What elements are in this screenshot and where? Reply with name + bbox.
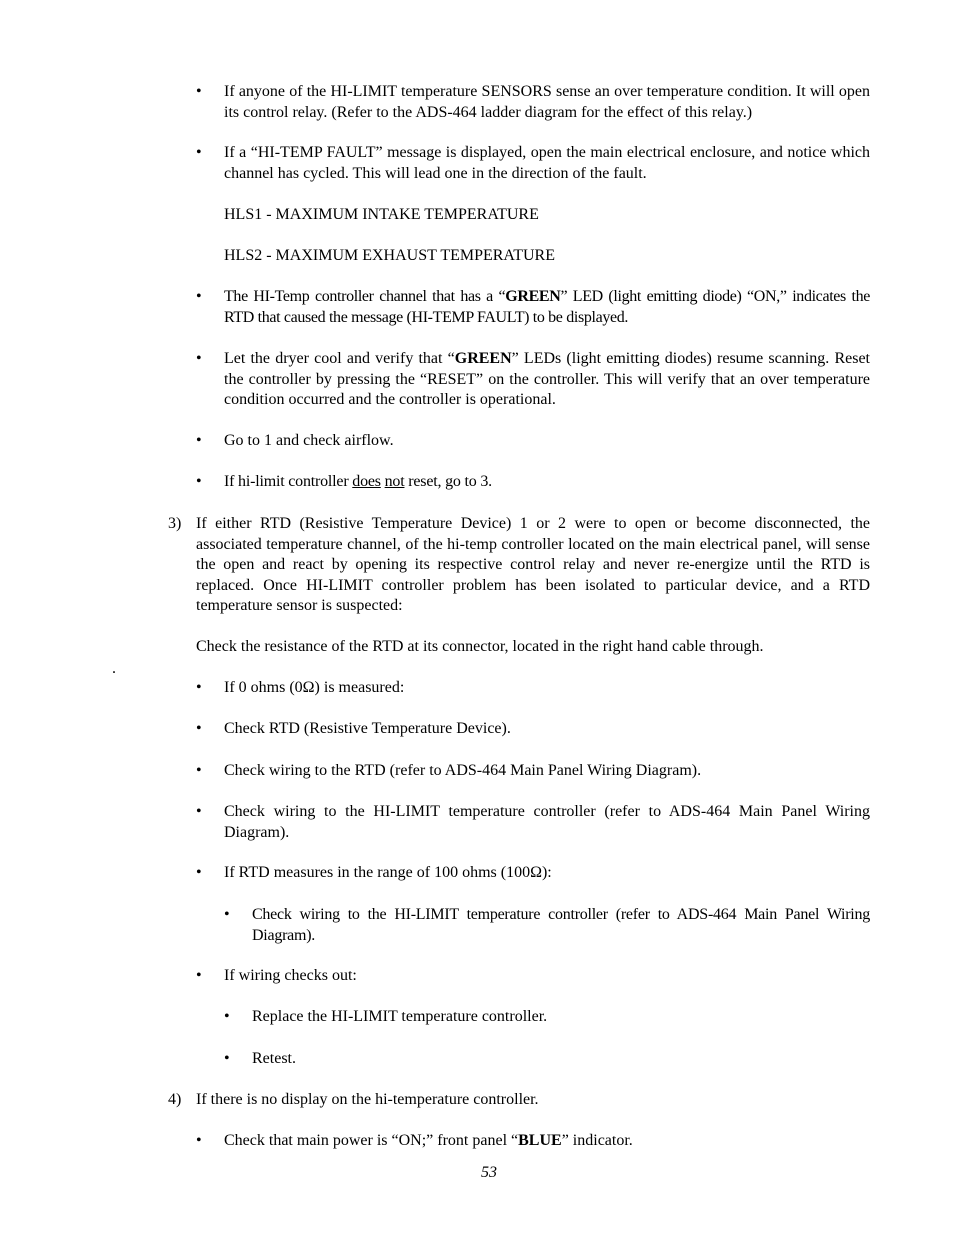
text-run: Go to 1 and check airflow. [224, 432, 394, 449]
paragraph-hi-limit-sensors [224, 82, 870, 123]
bullet-marker: • [196, 288, 202, 305]
bullet-marker: • [196, 720, 202, 737]
text-step-4 [196, 1090, 539, 1111]
bullet-marker: • [196, 762, 202, 779]
paragraph-sub-check-wiring [252, 905, 870, 946]
emphasis-underline: does [352, 473, 381, 490]
text-run: Check wiring to the HI-LIMIT temperature controller (refer to ADS-464 Main Panel Wiring Diagram). [252, 906, 870, 944]
text-run: If there is no display on the hi-temperature controller. [196, 1091, 539, 1108]
text-run: Replace the HI-LIMIT temperature controller. [252, 1008, 548, 1025]
text-hls1 [224, 205, 539, 226]
text-run: If wiring checks out: [224, 967, 357, 984]
emphasis-underline: not [384, 473, 405, 490]
text-run: Let the dryer cool and verify that “ [224, 350, 455, 367]
stray-mark: . [112, 660, 116, 677]
text-run: If hi-limit controller [224, 473, 353, 490]
text-wiring-checks-out [224, 966, 357, 987]
bullet-marker: • [196, 679, 202, 696]
text-run: Check the resistance of the RTD at its connector, located in the right hand cable through. [196, 638, 764, 655]
paragraph-hi-temp-fault [224, 143, 870, 184]
text-run: HLS2 - MAXIMUM EXHAUST TEMPERATURE [224, 247, 555, 264]
bullet-marker: • [196, 864, 202, 881]
emphasis-bold: BLUE [518, 1132, 562, 1149]
bullet-marker: • [224, 906, 230, 923]
emphasis-bold: GREEN [454, 350, 512, 367]
bullet-marker: • [196, 83, 202, 100]
emphasis-bold: GREEN [505, 288, 561, 305]
text-hls2 [224, 246, 555, 267]
bullet-marker: • [196, 473, 202, 490]
paragraph-dryer-cool [224, 349, 870, 411]
step-number: 3) [168, 515, 182, 532]
text-run: If either RTD (Resistive Temperature Device) 1 or 2 were to open or become disconnected, the associated temperature channel, of the hi-temp controller located on the main electrical panel, will sense the open and react by opening its respective control relay and never re-energize until the RTD is replaced. Once HI-LIMIT controller problem has been isolated to particular device, and a RTD temperature sensor is suspected: [196, 515, 870, 615]
text-run: If a “HI-TEMP FAULT” message is displayed, open the main electrical enclosure, and notice which channel has cycled. This will lead one in the direction of the fault. [224, 144, 870, 182]
text-run: HLS1 - MAXIMUM INTAKE TEMPERATURE [224, 206, 539, 223]
bullet-marker: • [224, 1008, 230, 1025]
text-run: reset, go to 3. [404, 473, 492, 490]
bullet-marker: • [196, 803, 202, 820]
text-zero-ohms [224, 678, 404, 699]
text-run: Check wiring to the HI-LIMIT temperature controller (refer to ADS-464 Main Panel Wiring Diagram). [224, 803, 870, 841]
text-run: If 0 ohms (0Ω) is measured: [224, 679, 405, 696]
text-check-rtd [224, 719, 511, 740]
text-main-power [224, 1131, 633, 1152]
text-run: ” LEDs (light emitting diodes) resume scanning. Reset the controller by pressing the “RESET” on the controller. This will verify that an over temperature condition occurred and the controller is operational. [224, 350, 870, 409]
paragraph-check-wiring-controller [224, 802, 870, 843]
text-retest [252, 1049, 296, 1070]
bullet-marker: • [196, 144, 202, 161]
text-check-wiring-rtd [224, 761, 701, 782]
text-check-airflow [224, 431, 394, 452]
text-run: If RTD measures in the range of 100 ohms (100Ω): [224, 864, 552, 881]
bullet-marker: • [224, 1050, 230, 1067]
text-run: The HI-Temp controller channel that has a “ [224, 288, 506, 305]
text-run: ” indicator. [561, 1132, 633, 1149]
text-run: Retest. [252, 1050, 296, 1067]
paragraph-step-3 [196, 514, 870, 617]
text-100-ohms [224, 863, 552, 884]
text-replace-controller [252, 1007, 547, 1028]
text-run: If anyone of the HI-LIMIT temperature SENSORS sense an over temperature condition. It will open its control relay. (Refer to the ADS-464 ladder diagram for the effect of this relay.) [224, 83, 870, 121]
bullet-marker: • [196, 350, 202, 367]
bullet-marker: • [196, 967, 202, 984]
page-number: 53 [481, 1164, 497, 1181]
text-check-resistance [196, 637, 764, 658]
text-does-not-reset [224, 472, 492, 493]
text-run: Check wiring to the RTD (refer to ADS-464 Main Panel Wiring Diagram). [224, 762, 702, 779]
step-number: 4) [168, 1091, 182, 1108]
text-run: ” LED (light emitting diode) “ON,” indicates the RTD that caused the message (HI-TEMP FAULT) to be displayed. [224, 288, 870, 326]
text-run: Check RTD (Resistive Temperature Device). [224, 720, 511, 737]
paragraph-green-led [224, 287, 870, 328]
text-run: Check that main power is “ON;” front panel “ [224, 1132, 519, 1149]
bullet-marker: • [196, 432, 202, 449]
bullet-marker: • [196, 1132, 202, 1149]
